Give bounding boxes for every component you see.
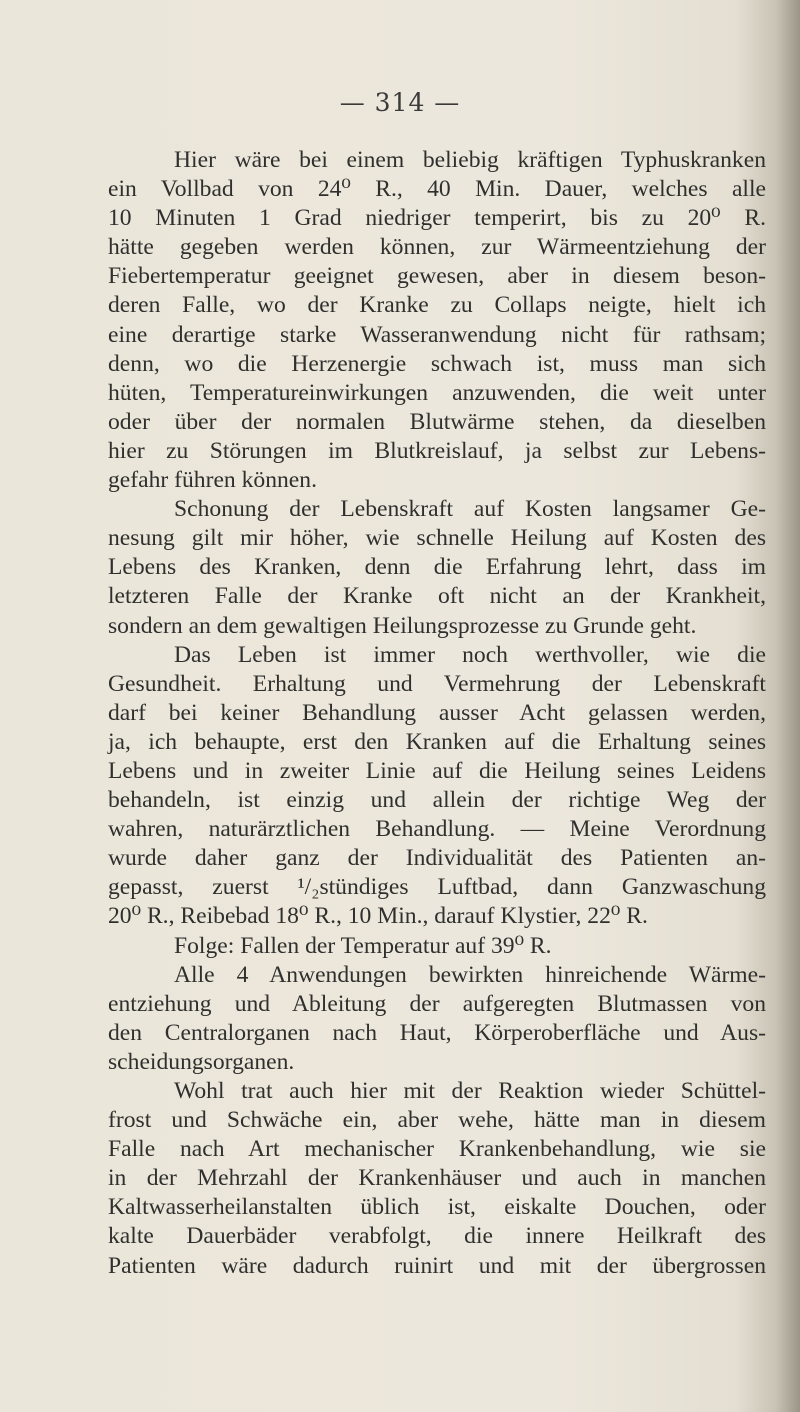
- text-line: in der Mehrzahl der Krankenhäuser und auch in manchen: [108, 1165, 766, 1192]
- text-line: letzteren Falle der Kranke oft nicht an der Krankheit,: [108, 583, 766, 610]
- text-line: hier zu Störungen im Blutkreislauf, ja selbst zur Lebens-: [108, 437, 766, 464]
- text-line: Kaltwasserheilanstalten üblich ist, eiskalte Douchen, oder: [108, 1194, 766, 1221]
- text-line: ja, ich behaupte, erst den Kranken auf die Erhaltung seines: [108, 728, 766, 755]
- text-line: Alle 4 Anwendungen bewirkten hinreichende Wärme-: [174, 961, 766, 988]
- text-line: Fiebertemperatur geeignet gewesen, aber in diesem beson-: [108, 263, 766, 290]
- text-line: den Centralorganen nach Haut, Körperoberfläche und Aus-: [108, 1019, 766, 1046]
- body-text: [108, 146, 766, 1281]
- text-line: eine derartige starke Wasseranwendung nicht für rathsam;: [108, 321, 766, 348]
- text-line: nesung gilt mir höher, wie schnelle Heilung auf Kosten des: [108, 525, 766, 552]
- paragraph: [108, 641, 766, 932]
- text-line: wurde daher ganz der Individualität des Patienten an-: [108, 845, 766, 872]
- text-line: hüten, Temperatureinwirkungen anzuwenden, die weit unter: [108, 379, 766, 406]
- text-line: entziehung und Ableitung der aufgeregten Blutmassen von: [108, 990, 766, 1017]
- page-number: — 314 —: [339, 88, 461, 117]
- text-line: darf bei keiner Behandlung ausser Acht gelassen werden,: [108, 699, 766, 726]
- paragraph: [108, 1077, 766, 1281]
- text-line: oder über der normalen Blutwärme stehen, da dieselben: [108, 408, 766, 435]
- text-line: Wohl trat auch hier mit der Reaktion wieder Schüttel-: [174, 1078, 766, 1104]
- text-line: kalte Dauerbäder verabfolgt, die innere Heilkraft des: [108, 1223, 766, 1250]
- text-line: scheidungsorganen.: [108, 1048, 295, 1075]
- text-line: denn, wo die Herzenergie schwach ist, muss man sich: [108, 350, 766, 377]
- text-line: Falle nach Art mechanischer Krankenbehandlung, wie sie: [108, 1136, 766, 1163]
- paragraph: [108, 495, 766, 640]
- text-line: hätte gegeben werden können, zur Wärmeentziehung der: [108, 234, 766, 261]
- text-line: Patienten wäre dadurch ruinirt und mit der übergrossen: [108, 1252, 766, 1279]
- text-line: gepasst, zuerst ¹/₂stündiges Luftbad, dann Ganzwaschung: [108, 874, 766, 901]
- text-line: 20⁰ R., Reibebad 18⁰ R., 10 Min., darauf Klystier, 22⁰ R.: [108, 903, 648, 930]
- paragraph: [108, 932, 766, 961]
- text-line: Lebens des Kranken, denn die Erfahrung lehrt, dass im: [108, 554, 766, 581]
- text-line: gefahr führen können.: [108, 467, 317, 494]
- text-line: 10 Minuten 1 Grad niedriger temperirt, bis zu 20⁰ R.: [108, 205, 766, 232]
- text-line: frost und Schwäche ein, aber wehe, hätte man in diesem: [108, 1107, 766, 1134]
- text-line: deren Falle, wo der Kranke zu Collaps neigte, hielt ich: [108, 292, 766, 319]
- text-line: sondern an dem gewaltigen Heilungsprozesse zu Grunde geht.: [108, 612, 697, 639]
- text-line: Lebens und in zweiter Linie auf die Heilung seines Leidens: [108, 757, 766, 784]
- text-line: Gesundheit. Erhaltung und Vermehrung der Lebenskraft: [108, 670, 766, 697]
- text-line: Schonung der Lebenskraft auf Kosten langsamer Ge-: [174, 496, 766, 523]
- text-line: Folge: Fallen der Temperatur auf 39⁰ R.: [174, 932, 552, 959]
- text-line: wahren, naturärztlichen Behandlung. — Meine Verordnung: [108, 816, 766, 843]
- text-line: behandeln, ist einzig und allein der richtige Weg der: [108, 787, 766, 814]
- text-line: Hier wäre bei einem beliebig kräftigen Typhuskranken: [174, 147, 766, 173]
- paragraph: [108, 146, 766, 495]
- text-line: Das Leben ist immer noch werthvoller, wie die: [174, 641, 766, 668]
- paragraph: [108, 961, 766, 1077]
- text-line: ein Vollbad von 24⁰ R., 40 Min. Dauer, welches alle: [108, 176, 766, 203]
